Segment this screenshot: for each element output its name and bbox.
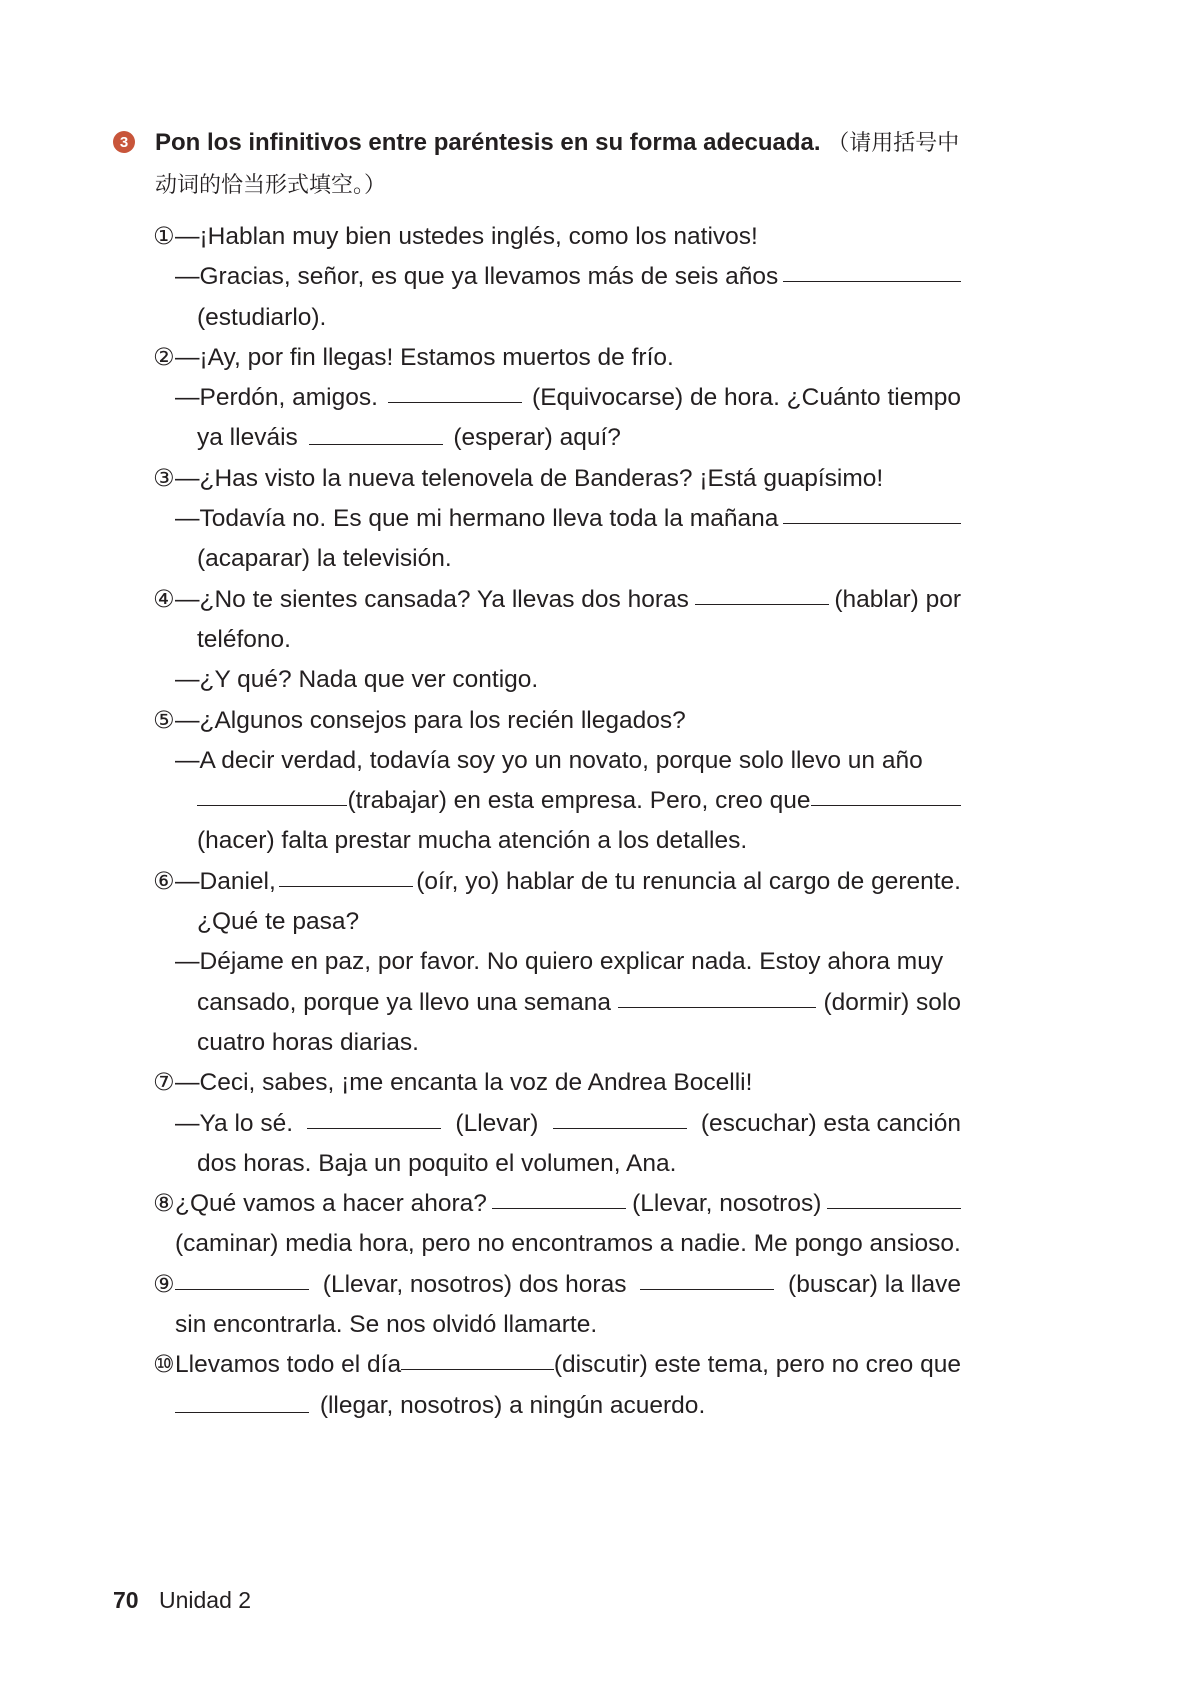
item-3-line-3 [0,539,1190,579]
item-5-text: —¿Algunos consejos para los recién llegados? [175,706,686,734]
item-8-text: (caminar) media hora, pero no encontramos a nadie. Me pongo ansioso. [175,1230,961,1258]
item-6-text: (oír, yo) hablar de tu renuncia al cargo de gerente. [416,867,961,895]
item-2-line-3 [0,418,1190,458]
item-10-line-2 [0,1386,1190,1426]
page-footer [113,1587,251,1614]
item-3-line-1 [0,459,1190,499]
exercise-header [113,122,1048,206]
item-9-text: (Llevar, nosotros) dos horas [322,1270,627,1298]
item-4-text: teléfono. [197,625,291,653]
item-3-line-2 [0,499,1190,539]
item-9-text: (buscar) la llave [788,1270,961,1298]
item-2-text: (Equivocarse) de hora. ¿Cuánto tiempo [532,384,961,412]
item-1-line-1 [0,217,1190,257]
item-2-text: —¡Ay, por fin llegas! Estamos muertos de frío. [175,343,674,371]
answer-blank[interactable] [783,499,961,524]
item-6-marker: ⑥ [153,867,175,895]
item-1-text: —Gracias, señor, es que ya llevamos más de seis años [175,263,779,291]
item-8-marker: ⑧ [153,1190,175,1218]
item-2-line-1 [0,338,1190,378]
item-7-text: (Llevar) [455,1109,539,1137]
item-8-line-2 [0,1224,1190,1264]
instruction-zh-1: （请用括号中 [827,131,960,156]
item-8-text: (Llevar, nosotros) [632,1190,822,1218]
item-2-text: (esperar) aquí? [453,424,621,452]
answer-blank[interactable] [553,1104,687,1129]
answer-blank[interactable] [309,420,443,445]
item-7-line-1 [0,1063,1190,1103]
item-1-text: —¡Hablan muy bien ustedes inglés, como los nativos! [175,223,758,250]
item-5-line-1 [0,701,1190,741]
answer-blank[interactable] [492,1184,626,1209]
exercise-instruction [155,122,1048,206]
exercise-list [0,217,1190,1426]
item-6-text: —Déjame en paz, por favor. No quiero explicar nada. Estoy ahora muy [175,948,944,976]
page-number: 70 [113,1587,139,1613]
item-5-text: (trabajar) en esta empresa. Pero, creo que [347,787,811,815]
item-6-line-4 [0,983,1190,1023]
item-7-marker: ⑦ [153,1069,175,1097]
answer-blank[interactable] [401,1345,554,1370]
item-2-text: ya lleváis [197,424,298,452]
item-5-line-2 [0,741,1190,781]
item-4-text: —¿Y qué? Nada que ver contigo. [175,666,539,694]
item-9-line-1 [0,1265,1190,1305]
item-4-line-3 [0,660,1190,700]
item-5-marker: ⑤ [153,706,175,734]
answer-blank[interactable] [695,580,829,605]
item-10-line-1 [0,1345,1190,1385]
item-6-text: (dormir) solo [823,988,961,1016]
item-7-line-3 [0,1144,1190,1184]
item-10-marker: ⑩ [153,1351,175,1379]
item-2-line-2 [0,378,1190,418]
item-4-text: —¿No te sientes cansada? Ya llevas dos horas [175,585,689,613]
item-6-text: cansado, porque ya llevo una semana [197,988,612,1016]
item-7-line-2 [0,1104,1190,1144]
answer-blank[interactable] [197,781,347,806]
item-6-text: cuatro horas diarias. [197,1028,419,1056]
item-4-text: (hablar) por [834,585,961,613]
answer-blank[interactable] [827,1184,961,1209]
item-10-text: Llevamos todo el día [175,1351,402,1379]
item-4-line-2 [0,620,1190,660]
unit-label: Unidad 2 [158,1587,252,1613]
item-9-marker: ⑨ [153,1270,175,1298]
answer-blank[interactable] [783,257,961,282]
item-7-text: —Ceci, sabes, ¡me encanta la voz de Andrea Bocelli! [175,1069,753,1097]
item-9-text: sin encontrarla. Se nos olvidó llamarte. [175,1311,598,1339]
item-8-text: ¿Qué vamos a hacer ahora? [175,1190,487,1218]
item-8-line-1 [0,1184,1190,1224]
item-5-text: (hacer) falta prestar mucha atención a los detalles. [197,827,748,855]
item-3-text: —Todavía no. Es que mi hermano lleva toda la mañana [175,505,779,533]
instruction-es: Pon los infinitivos entre paréntesis en su forma adecuada. [155,129,821,156]
instruction-zh-2: 动词的恰当形式填空。） [155,173,387,198]
answer-blank[interactable] [175,1265,309,1290]
item-3-text: (acaparar) la televisión. [197,545,452,573]
item-6-line-3 [0,942,1190,982]
item-1-marker: ① [153,223,175,250]
item-6-line-5 [0,1023,1190,1063]
item-5-text: —A decir verdad, todavía soy yo un novato, porque solo llevo un año [175,746,923,774]
item-3-marker: ③ [153,464,175,492]
item-7-text: (escuchar) esta canción [700,1109,961,1137]
item-6-text: —Daniel, [175,867,276,895]
answer-blank[interactable] [388,378,522,403]
answer-blank[interactable] [618,983,816,1008]
item-7-text: dos horas. Baja un poquito el volumen, Ana. [197,1149,677,1177]
item-6-line-2 [0,902,1190,942]
item-6-text: ¿Qué te pasa? [197,908,360,936]
item-4-line-1 [0,580,1190,620]
exercise-number-badge: 3 [113,131,135,153]
item-2-marker: ② [153,343,175,371]
item-10-text: (llegar, nosotros) a ningún acuerdo. [319,1391,706,1419]
answer-blank[interactable] [175,1388,309,1413]
answer-blank[interactable] [811,781,961,806]
item-5-line-3 [0,781,1190,821]
item-6-line-1 [0,862,1190,902]
answer-blank[interactable] [640,1265,774,1290]
answer-blank[interactable] [307,1104,441,1129]
item-10-text: (discutir) este tema, pero no creo que [553,1351,961,1379]
item-9-line-2 [0,1305,1190,1345]
item-1-line-2 [0,257,1190,297]
item-5-line-4 [0,821,1190,861]
answer-blank[interactable] [279,862,413,887]
item-1-line-3 [0,298,1190,338]
item-4-marker: ④ [153,585,175,613]
item-1-text: (estudiarlo). [197,303,327,331]
item-2-text: —Perdón, amigos. [175,384,378,412]
item-7-text: —Ya lo sé. [175,1109,294,1137]
item-3-text: —¿Has visto la nueva telenovela de Banderas? ¡Está guapísimo! [175,464,884,492]
